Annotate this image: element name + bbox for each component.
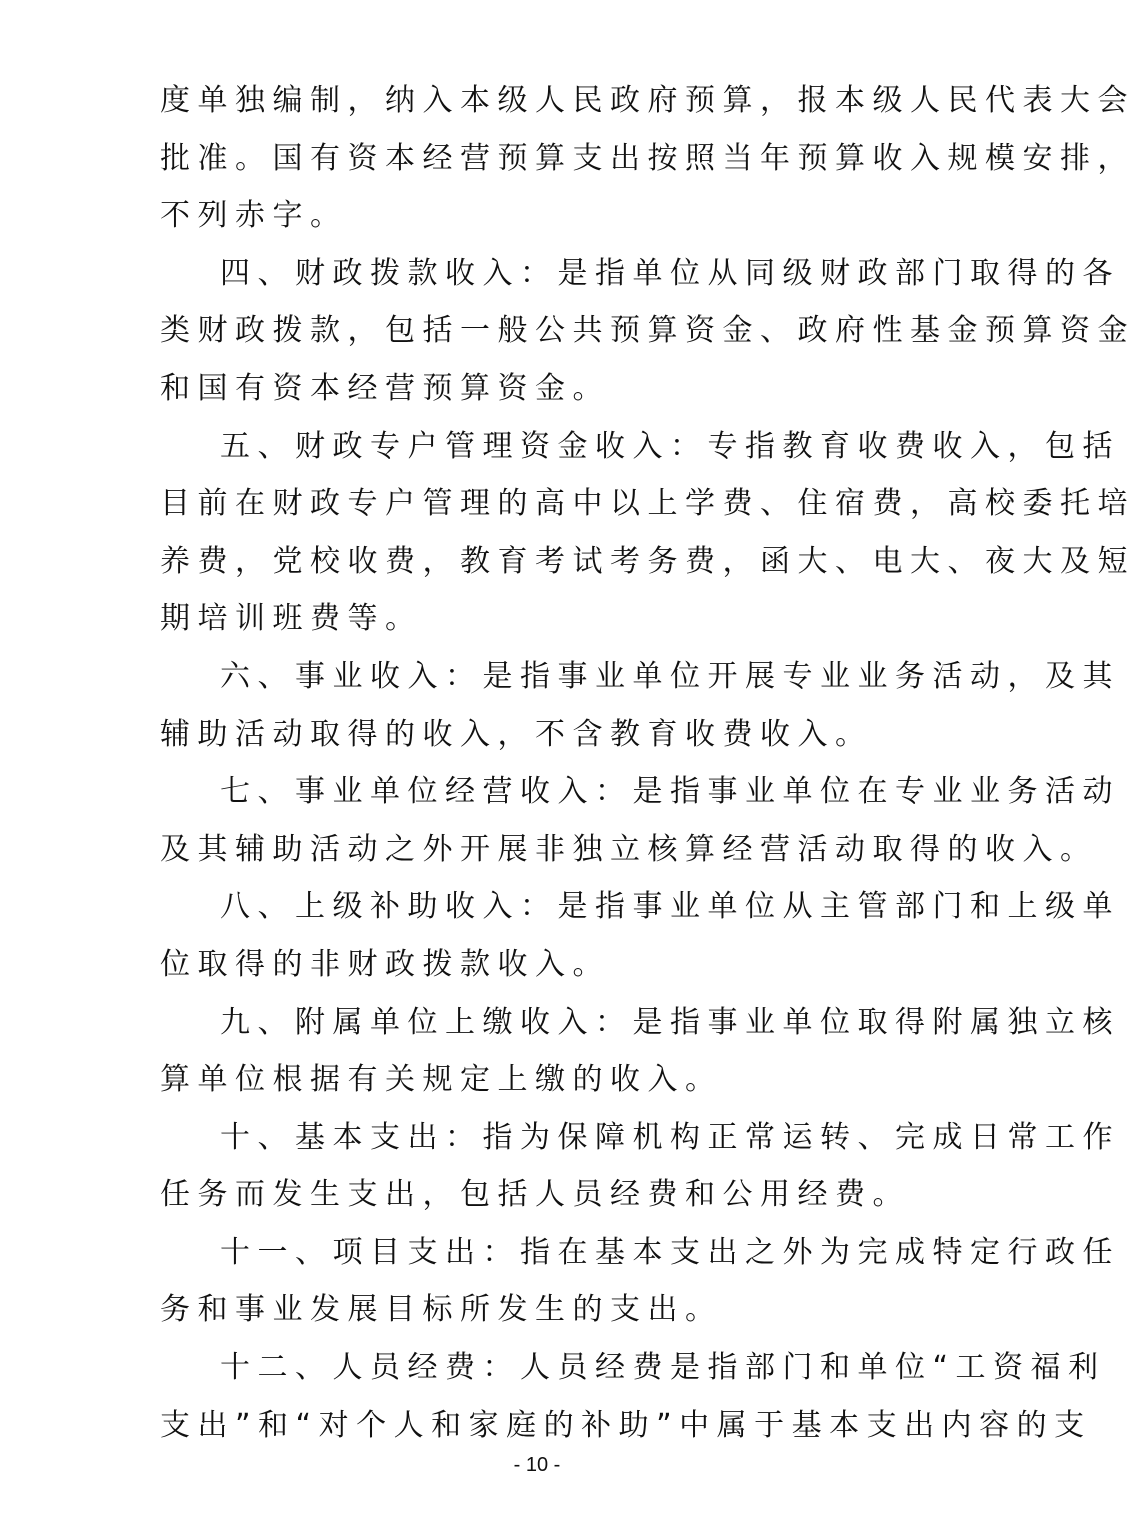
text-line: 及其辅助活动之外开展非独立核算经营活动取得的收入。 bbox=[160, 831, 1098, 867]
text-line: 务和事业发展目标所发生的支出。 bbox=[160, 1292, 723, 1328]
paragraph-start-line: 五、财政专户管理资金收入：专指教育收费收入，包括 bbox=[220, 428, 1120, 464]
text-line: 支出”和“对个人和家庭的补助”中属于基本支出内容的支 bbox=[160, 1407, 1092, 1443]
text-line: 辅助活动取得的收入，不含教育收费收入。 bbox=[160, 716, 873, 752]
text-line: 养费，党校收费，教育考试考务费，函大、电大、夜大及短 bbox=[160, 543, 1135, 579]
text-line: 批准。国有资本经营预算支出按照当年预算收入规模安排， bbox=[160, 140, 1135, 176]
paragraph-start-line: 十二、人员经费：人员经费是指部门和单位“工资福利 bbox=[220, 1350, 1106, 1386]
paragraph-start-line: 十、基本支出：指为保障机构正常运转、完成日常工作 bbox=[220, 1119, 1120, 1155]
paragraph-start-line: 七、事业单位经营收入：是指事业单位在专业业务活动 bbox=[220, 774, 1120, 810]
page-number: - 10 - bbox=[513, 1454, 561, 1476]
text-line: 算单位根据有关规定上缴的收入。 bbox=[160, 1062, 723, 1098]
text-line: 目前在财政专户管理的高中以上学费、住宿费，高校委托培 bbox=[160, 486, 1135, 522]
text-line: 类财政拨款，包括一般公共预算资金、政府性基金预算资金 bbox=[160, 313, 1135, 349]
paragraph-start-line: 六、事业收入：是指事业单位开展专业业务活动，及其 bbox=[220, 658, 1120, 694]
text-line: 期培训班费等。 bbox=[160, 601, 423, 637]
text-line: 位取得的非财政拨款收入。 bbox=[160, 946, 610, 982]
paragraph-start-line: 四、财政拨款收入：是指单位从同级财政部门取得的各 bbox=[220, 255, 1120, 291]
paragraph-start-line: 八、上级补助收入：是指事业单位从主管部门和上级单 bbox=[220, 889, 1120, 925]
paragraph-start-line: 十一、项目支出：指在基本支出之外为完成特定行政任 bbox=[220, 1234, 1120, 1270]
text-line: 和国有资本经营预算资金。 bbox=[160, 370, 610, 406]
text-line: 任务而发生支出，包括人员经费和公用经费。 bbox=[160, 1177, 910, 1213]
body-text bbox=[160, 72, 1135, 1454]
paragraph-start-line: 九、附属单位上缴收入：是指事业单位取得附属独立核 bbox=[220, 1004, 1120, 1040]
text-line: 度单独编制，纳入本级人民政府预算，报本级人民代表大会 bbox=[160, 83, 1135, 118]
text-line: 不列赤字。 bbox=[160, 198, 348, 234]
